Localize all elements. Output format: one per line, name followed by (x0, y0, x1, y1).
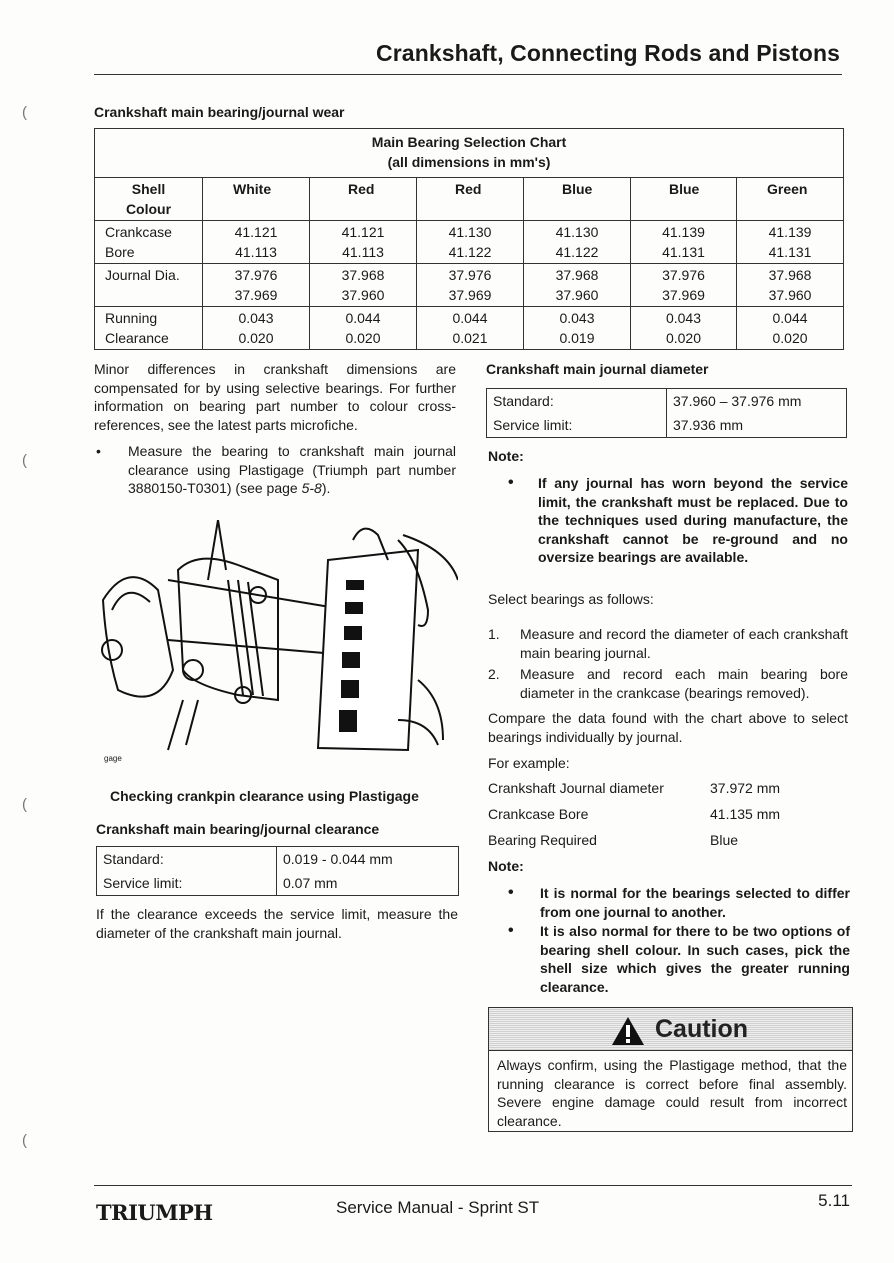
value-max: 37.968 (768, 267, 812, 283)
table-cell (631, 307, 737, 350)
header-label: Colour (125, 201, 172, 217)
value-max: 0.044 (772, 310, 808, 326)
spec-value: 37.936 mm (667, 413, 847, 438)
example-label-text: Crankshaft Journal diameter (488, 780, 664, 796)
table-subtitle: (all dimensions in mm's) (387, 154, 551, 170)
column-header-shell (95, 178, 203, 221)
select-text: Select bearings as follows: (488, 591, 654, 607)
gauge-mark (342, 652, 360, 668)
table-cell (203, 221, 310, 264)
list-item (96, 442, 456, 498)
row-label-line: Journal Dia. (105, 267, 180, 283)
value-min: 0.020 (772, 330, 808, 346)
value-max: 37.968 (555, 267, 599, 283)
value-min: 37.960 (341, 287, 385, 303)
table-cell (737, 264, 844, 307)
value-min: 41.131 (662, 244, 705, 260)
table-row (97, 871, 459, 896)
note-label: Note: (488, 858, 524, 874)
bullet-dot: • (508, 884, 514, 901)
value-max: 41.139 (662, 224, 705, 240)
value-max: 41.130 (555, 224, 599, 240)
page-reference[interactable]: 5-8 (301, 480, 322, 496)
crank-web-inner (112, 593, 150, 610)
triumph-logo: TRIUMPH (96, 1200, 213, 1225)
spec-label: Standard: (487, 389, 667, 414)
value-max: 37.976 (234, 267, 278, 283)
value-max: 0.043 (559, 310, 595, 326)
step-number: 2. (488, 666, 500, 682)
spec-label: Service limit: (97, 871, 277, 896)
value-min: 0.019 (559, 330, 595, 346)
table-cell (524, 264, 631, 307)
spec-label: Standard: (97, 847, 277, 872)
warning-icon (611, 1016, 645, 1046)
column-header-colour: Blue (631, 178, 737, 221)
bearing-cap (178, 559, 278, 700)
table-cell (417, 264, 524, 307)
value-max: 37.976 (662, 267, 705, 283)
table-cell (631, 264, 737, 307)
note-text: It is normal for the bearings selected to differ from one journal to another. (540, 885, 850, 920)
oil-hole (102, 640, 122, 660)
value-min: 41.122 (448, 244, 492, 260)
footer-title: Service Manual - Sprint ST (336, 1198, 540, 1217)
gauge-mark (339, 710, 357, 732)
closing-paragraph: If the clearance exceeds the service limit, measure the diameter of the crankshaft main journal. (96, 906, 458, 941)
list-item (488, 625, 848, 662)
table-cell (417, 307, 524, 350)
table-header-row (95, 178, 844, 221)
value-max: 37.976 (448, 267, 492, 283)
column-header-colour: White (203, 178, 310, 221)
caution-header (489, 1008, 852, 1051)
table-title: Main Bearing Selection Chart (371, 134, 567, 150)
example-value: 37.972 mm (710, 780, 781, 796)
note-label: Note: (488, 448, 524, 464)
page-title: Crankshaft, Connecting Rods and Pistons (376, 40, 840, 66)
column-header-colour: Green (737, 178, 844, 221)
value-min: 37.960 (768, 287, 812, 303)
column-header-colour: Red (310, 178, 417, 221)
plastigage-illustration (98, 520, 458, 760)
value-min: 0.020 (238, 330, 274, 346)
table-row (487, 389, 847, 414)
step-number: 1. (488, 626, 500, 642)
plastigage-gauge (318, 529, 458, 750)
example-label: For example: (488, 755, 570, 771)
bullet-text-main: Measure the bearing to crankshaft main journal clearance using Plastigage (Triumph part number 3880150-T0301) (see page (128, 443, 456, 496)
note-text: If any journal has worn beyond the service limit, the crankshaft must be replaced. Due to the techniques used during manufacture, the crankshaft cannot be re-ground and no oversize bearings are available. (538, 475, 848, 565)
column-header-colour: Red (417, 178, 524, 221)
value-min: 41.122 (555, 244, 599, 260)
value-max: 41.121 (234, 224, 278, 240)
margin-mark: ( (22, 452, 27, 469)
table-cell (631, 221, 737, 264)
margin-mark: ( (22, 796, 27, 813)
step-text: Measure and record the diameter of each crankshaft main bearing journal. (520, 626, 848, 661)
note-item (508, 922, 850, 996)
table-row (97, 847, 459, 872)
table-row (487, 413, 847, 438)
table-row (95, 307, 844, 350)
clearance-spec-table (96, 846, 459, 896)
value-max: 0.043 (665, 310, 702, 326)
section-heading-diameter: Crankshaft main journal diameter (486, 361, 709, 377)
example-label-text: Crankcase Bore (488, 806, 589, 822)
table-cell (203, 264, 310, 307)
intro-paragraph: Minor differences in crankshaft dimensions are compensated for by using selective bearings. For further information on bearing part number to colour cross-references, see the latest parts microfiche. (94, 361, 456, 433)
value-max: 41.130 (448, 224, 492, 240)
value-max: 0.043 (238, 310, 274, 326)
row-label (95, 307, 203, 350)
row-label-line: Crankcase (105, 224, 172, 240)
value-max: 41.139 (768, 224, 812, 240)
row-label-line (105, 285, 198, 305)
gauge-mark (346, 580, 364, 590)
value-min: 37.960 (555, 287, 599, 303)
value-max: 0.044 (452, 310, 488, 326)
value-min: 41.113 (342, 244, 384, 260)
spec-value: 0.07 mm (277, 871, 459, 896)
value-min: 0.020 (345, 330, 381, 346)
gauge-mark (341, 680, 359, 698)
value-min: 0.021 (452, 330, 488, 346)
value-min: 0.020 (665, 330, 702, 346)
section-heading-wear: Crankshaft main bearing/journal wear (94, 104, 345, 120)
caution-title: Caution (655, 1015, 749, 1043)
table-cell (524, 307, 631, 350)
step-text: Measure and record each main bearing bore diameter in the crankcase (bearings removed). (520, 666, 848, 701)
journal-shaft (168, 580, 348, 655)
table-cell (203, 307, 310, 350)
table-cell (737, 307, 844, 350)
margin-mark: ( (22, 104, 27, 121)
table-cell (417, 221, 524, 264)
row-label-line: Clearance (105, 330, 169, 346)
table-cell (737, 221, 844, 264)
bullet-dot: • (508, 922, 514, 939)
spec-value: 0.019 - 0.044 mm (277, 847, 459, 872)
bullet-text (128, 442, 456, 498)
value-min: 37.969 (448, 287, 492, 303)
column-header-colour: Blue (524, 178, 631, 221)
caution-text: Always confirm, using the Plastigage method, that the running clearance is correct before final assembly. Severe engine damage could result from incorrect clearance. (497, 1057, 847, 1129)
value-max: 0.044 (345, 310, 381, 326)
table-cell (310, 221, 417, 264)
margin-mark: ( (22, 1132, 27, 1149)
value-max: 41.121 (341, 224, 385, 240)
bearing-shell-lines (228, 580, 263, 696)
example-value: Blue (710, 832, 739, 848)
table-cell (310, 264, 417, 307)
caution-box (488, 1007, 853, 1132)
value-max: 37.968 (341, 267, 385, 283)
header-label: Shell (131, 181, 166, 197)
table-row (95, 221, 844, 264)
row-label (95, 221, 203, 264)
footer-rule (94, 1185, 852, 1186)
note-item (508, 884, 850, 921)
table-cell (524, 221, 631, 264)
gauge-mark (344, 626, 362, 640)
cap-bolt (183, 660, 203, 680)
table-row (95, 264, 844, 307)
spec-value: 37.960 – 37.976 mm (667, 389, 847, 414)
bullet-dot: • (96, 443, 101, 459)
page-number: 5.11 (818, 1191, 850, 1210)
note-item (508, 474, 848, 567)
row-label-line: Running (105, 310, 158, 326)
con-rod-lower (168, 700, 198, 750)
gauge-mark (345, 602, 363, 614)
figure-label: gage (104, 754, 122, 763)
table-cell (310, 307, 417, 350)
bearing-selection-table (94, 128, 844, 350)
value-min: 41.113 (235, 244, 277, 260)
spec-label: Service limit: (487, 413, 667, 438)
row-label (95, 264, 203, 307)
list-item (488, 665, 848, 702)
example-value: 41.135 mm (710, 806, 781, 822)
bullet-text-end: ). (321, 480, 331, 496)
table-caption (95, 129, 844, 178)
section-heading-clearance: Crankshaft main bearing/journal clearance (96, 821, 380, 837)
value-min: 37.969 (662, 287, 705, 303)
row-label-line: Bore (105, 244, 135, 260)
numbered-list (488, 625, 848, 702)
figure-caption: Checking crankpin clearance using Plastigage (110, 788, 419, 804)
example-label-text: Bearing Required (488, 832, 597, 848)
compare-paragraph: Compare the data found with the chart above to select bearings individually by journal. (488, 710, 848, 745)
value-min: 37.969 (234, 287, 278, 303)
value-min: 41.131 (768, 244, 812, 260)
header-rule (94, 74, 842, 75)
note-text: It is also normal for there to be two options of bearing shell colour. In such cases, pick the shell size which gives the greater running clearance. (540, 923, 850, 995)
bullet-dot: • (508, 474, 514, 491)
con-rod (208, 520, 226, 580)
diameter-spec-table (486, 388, 847, 438)
